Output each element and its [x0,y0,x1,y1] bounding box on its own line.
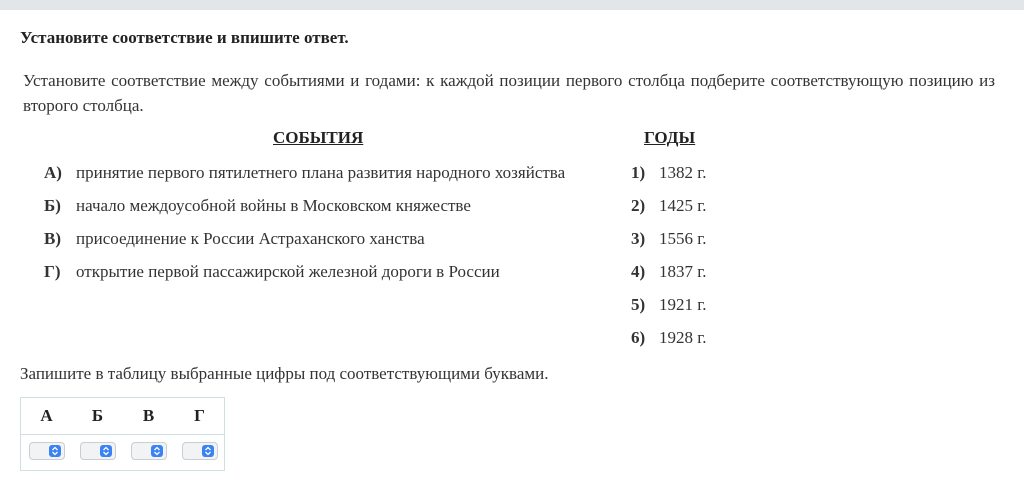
event-text: открытие первой пассажирской железной дороги в России [76,262,500,281]
select-arrows-icon [100,445,112,457]
events-column-title: СОБЫТИЯ [273,128,364,147]
event-key: В) [44,229,61,248]
year-item [631,163,707,183]
year-text: 1837 г. [659,262,707,281]
year-key: 6) [631,328,646,347]
years-column-title: ГОДЫ [644,128,696,147]
year-item [631,262,707,282]
answer-letter-a: А [40,406,53,425]
year-key: 4) [631,262,646,281]
year-item [631,328,707,348]
event-item [44,163,565,183]
event-text: присоединение к России Астраханского ханства [76,229,425,248]
answer-instruction: Запишите в таблицу выбранные цифры под соответствующими буквами. [20,364,549,383]
year-text: 1921 г. [659,295,707,314]
answer-select-v[interactable] [131,442,167,460]
task-heading: Установите соответствие и впишите ответ. [20,28,349,47]
year-item [631,229,707,249]
answer-letter-b: Б [91,406,104,425]
event-key: А) [44,163,62,182]
event-key: Г) [44,262,61,281]
select-arrows-icon [151,445,163,457]
year-text: 1425 г. [659,196,707,215]
year-key: 2) [631,196,646,215]
answer-select-g[interactable] [182,442,218,460]
event-item [44,196,471,216]
year-text: 1556 г. [659,229,707,248]
year-text: 1928 г. [659,328,707,347]
event-key: Б) [44,196,61,215]
event-text: принятие первого пятилетнего плана развития народного хозяйства [76,163,566,182]
answer-select-b[interactable] [80,442,116,460]
task-description: Установите соответствие между событиями и годами: к каждой позиции первого столбца подберите соответствующую позицию из второго столбца. [23,71,995,115]
answer-letter-v: В [142,406,155,425]
year-item [631,295,707,315]
event-item [44,262,500,282]
select-arrows-icon [49,445,61,457]
year-item [631,196,707,216]
year-text: 1382 г. [659,163,707,182]
answer-letter-g: Г [194,406,205,425]
answer-table-header [21,398,224,435]
answer-select-a[interactable] [29,442,65,460]
year-key: 3) [631,229,646,248]
event-item [44,229,425,249]
select-arrows-icon [202,445,214,457]
year-key: 1) [631,163,646,182]
event-text: начало междоусобной войны в Московском княжестве [76,196,471,215]
top-bar [0,0,1024,10]
answer-table [20,397,225,471]
year-key: 5) [631,295,646,314]
